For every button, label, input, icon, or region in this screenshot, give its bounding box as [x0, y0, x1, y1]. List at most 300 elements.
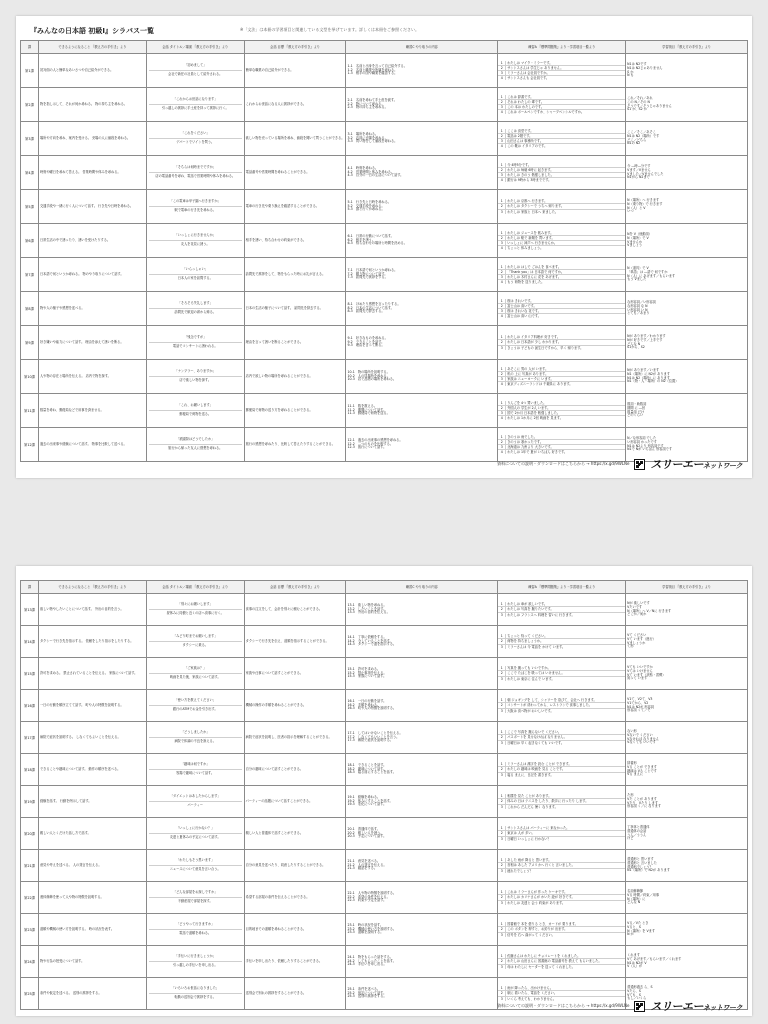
practice-a-sentence: わたしは ジュースを 飲みます。	[507, 230, 554, 235]
grammar-item: 名詞修飾節	[627, 888, 644, 893]
practice-c-line: 17-1 してはいけないことを伝える。	[347, 730, 403, 735]
practice-c-line: 24-1 物をもらった話をする。	[347, 954, 393, 959]
practice-a-number: 4	[498, 280, 506, 284]
practice-c-line: 9-1 好きなものを尋ねる。	[347, 335, 388, 340]
practice-c-line: 4-3 自分の一日の生活について話す。	[347, 173, 404, 178]
header-conversation-goal: 会話 目標 『教え方の手引き』より	[244, 41, 346, 54]
practice-a-number: 4	[498, 144, 506, 148]
practice-c-content	[346, 882, 498, 914]
practice-a-number: 2	[498, 639, 506, 643]
goal-text: できることや趣味について話す。 動作の順序を述べる。	[39, 766, 121, 771]
practice-a-number: 2	[498, 703, 506, 707]
practice-a-number: 3	[498, 869, 506, 873]
practice-c-content	[346, 850, 498, 882]
grammar-item: た形	[627, 792, 634, 797]
practice-a-number: 1	[498, 163, 506, 167]
practice-a-cell	[498, 594, 626, 626]
practice-c-line: 21-1 意見を述べる。	[347, 858, 381, 863]
conversation-scene: 郵便局で荷物を送る。	[179, 412, 212, 416]
practice-a-cell	[498, 190, 626, 224]
conversation-scene: 転勤の送別会で挨拶をする。	[174, 995, 216, 999]
practice-a-item	[498, 144, 625, 148]
practice-c-line: 24-2 してもらったことを話す。	[347, 958, 396, 963]
can-do-goal	[38, 428, 146, 462]
conversation-title: 「どんな部屋をお探しですか」	[149, 891, 242, 898]
grammar-items	[626, 690, 748, 722]
practice-a-sentence: 信号を 右へ 曲がって ください。	[507, 932, 555, 937]
practice-c-line: 1-2 名前と職業や所属を尋ねる。	[347, 67, 398, 72]
lesson-number: 第12課	[21, 428, 39, 462]
practice-c-line: 25-3 送別の挨拶をする。	[347, 994, 387, 999]
lesson-number: 第18課	[21, 754, 39, 786]
conversation-cell	[146, 914, 244, 946]
lesson-number: 第20課	[21, 818, 39, 850]
practice-c-content	[346, 978, 498, 1010]
conversation-scene: パーティー	[187, 803, 204, 807]
conversation-goal: 欲しい物を売っている場所を尋ね、値段を聞いて買うことができる。	[244, 122, 346, 156]
grammar-item: どんな N	[627, 341, 641, 346]
table-header-row	[21, 581, 748, 594]
conversation-scene: 昼休みに同僚と近くの店へ食事に行く。	[166, 611, 224, 615]
practice-a-cell	[498, 690, 626, 722]
practice-a-sentence: いくら 考えても、わかりません。	[507, 996, 557, 1001]
practice-a-number: 3	[498, 997, 506, 1001]
conversation-title: 「使い方を教えてください」	[149, 699, 242, 706]
practice-a-sentence: わたしは マイク・ミラーです。	[507, 60, 553, 65]
conversation-scene: ニュースについて意見を言い合う。	[169, 867, 221, 871]
practice-a-number: 3	[498, 805, 506, 809]
practice-a-cell	[498, 946, 626, 978]
grammar-item: Vる まえに	[627, 772, 644, 777]
conversation-scene: デパートでワインを買う。	[176, 140, 215, 144]
practice-c-content	[346, 428, 498, 462]
practice-c-line: 19-2 休みにすることを話す。	[347, 798, 393, 803]
conversation-goal: 自分の意見を述べたり、同意したりすることができる。	[244, 850, 346, 882]
practice-a-sentence: ここは 食堂です。	[507, 128, 534, 133]
practice-a-sentence: これから だんだん 暑く なります。	[507, 804, 558, 809]
grammar-items	[626, 224, 748, 258]
practice-c-content	[346, 394, 498, 428]
practice-a-item	[498, 933, 625, 937]
conversation-scene: 日本人の家を訪問する。	[177, 276, 213, 280]
grammar-item: Vる／Vた とき	[627, 920, 649, 925]
practice-a-sentence: この ボタンを 押すと、お釣りが 出ます。	[507, 927, 568, 932]
grammar-item: くれます	[627, 952, 640, 957]
grammar-item: 知って います	[627, 676, 648, 681]
grammar-item: V1て、V2て、V3	[627, 696, 653, 701]
practice-a-sentence: これは ミラーさんが 作った ケーキです。	[507, 890, 568, 895]
practice-a-cell	[498, 626, 626, 658]
practice-c-line: 22-3 約束や予定を話す。	[347, 898, 387, 903]
practice-a-number: 2	[498, 406, 506, 410]
grammar-item: 今 ―時―分です	[627, 163, 651, 168]
practice-c-line: 14-2 今していることを話す。	[347, 638, 393, 643]
practice-a-sentence: きのうは 寒かったです。	[507, 439, 544, 444]
can-do-goal	[38, 190, 146, 224]
practice-c-line: 12-3 旅行について話す。	[347, 445, 387, 450]
practice-c-line: 20-2 親しい人を誘う。	[347, 830, 384, 835]
practice-a-cell	[498, 292, 626, 326]
conversation-cell	[146, 54, 244, 88]
conversation-title: 「いろいろお世話になりました」	[149, 987, 242, 994]
practice-c-content	[346, 690, 498, 722]
table-row	[21, 786, 748, 818]
practice-a-cell	[498, 850, 626, 882]
grammar-item: うん／ううん	[627, 832, 647, 837]
practice-a-number: 3	[498, 901, 506, 905]
grammar-item: N も	[627, 73, 634, 78]
table-row	[21, 88, 748, 122]
goal-text: 物を指し示して、それが何か尋ねる。 物の持ち主を尋ねる。	[39, 101, 127, 106]
grammar-items	[626, 850, 748, 882]
practice-a-item	[498, 869, 625, 873]
grammar-item: Vましょうか	[627, 640, 646, 645]
grammar-item: Vる ことが できます	[627, 764, 657, 769]
practice-a-sentence: わたしは きのう 勉強しました。	[507, 173, 554, 177]
lesson-number: 第25課	[21, 978, 39, 1010]
practice-c-content	[346, 722, 498, 754]
grammar-item: N1は N2より 形容詞です	[627, 443, 664, 448]
practice-c-line: 8-1 ほめたり感想を言ったりする。	[347, 301, 401, 306]
conversation-cell	[146, 594, 244, 626]
conversation-title: 「初めまして」	[149, 64, 242, 71]
lesson-number: 第9課	[21, 326, 39, 360]
practice-c-content	[346, 786, 498, 818]
practice-a-number: 4	[498, 178, 506, 182]
conversation-goal: 手伝いを申し出たり、依頼したりすることができる。	[244, 946, 346, 978]
practice-a-sentence: わたしは はしで ごはんを 食べます。	[507, 264, 562, 269]
conversation-cell	[146, 258, 244, 292]
conversation-scene: 映画を見た後、家族について話す。	[169, 675, 221, 679]
practice-a-cell	[498, 88, 626, 122]
practice-a-number: 2	[498, 767, 506, 771]
conversation-scene: 駅で電車の行き先を尋ねる。	[174, 208, 216, 212]
conversation-title: 「そろそろ失礼します」	[149, 302, 242, 309]
practice-a-cell	[498, 54, 626, 88]
grammar-item: どのくらい	[627, 413, 644, 418]
practice-a-number: 2	[498, 927, 506, 931]
grammar-item: 形容詞 く／に なります	[627, 804, 662, 809]
table-row	[21, 122, 748, 156]
practice-a-sentence: ちょっと 待って ください。	[507, 634, 548, 639]
practice-c-line: 6-3 待ち合わせの場所と時間を決める。	[347, 241, 407, 246]
grammar-item: N が	[627, 932, 634, 937]
practice-a-number: 1	[498, 858, 506, 862]
practice-a-number: 4	[498, 314, 506, 318]
practice-c-line: 12-1 過去の出来事の感想を尋ねる。	[347, 437, 403, 442]
practice-a-sentence: わたしは 毎朝 6時に 起きます。	[507, 167, 554, 172]
goal-text: 許可を求める。 禁止されていることを伝える。 家族について話す。	[39, 670, 138, 675]
goal-text: 意見や考えを述べる。 人の発言を伝える。	[39, 862, 102, 867]
practice-c-line: 23-1 時の状況を話す。	[347, 922, 384, 927]
grammar-item: Vたいです	[627, 604, 643, 609]
practice-a-sentence: 桜は きれいな 花です。	[507, 309, 541, 313]
syllabus-page-1	[16, 16, 752, 478]
practice-a-cell	[498, 224, 626, 258]
practice-c-line: 15-3 家族について話す。	[347, 674, 387, 679]
goal-text: 物や人の様子や感想を述べる。	[39, 305, 85, 310]
table-row	[21, 754, 748, 786]
practice-a-number: 1	[498, 698, 506, 702]
conversation-cell	[146, 190, 244, 224]
practice-c-content	[346, 88, 498, 122]
practice-a-sentence: わたしは 東京に 住んで います。	[507, 676, 555, 681]
conversation-cell	[146, 224, 244, 258]
practice-c-line: 3-3 買い物をして値段を尋ねる。	[347, 139, 398, 144]
can-do-goal	[38, 54, 146, 88]
practice-a-sentence: あそこに 男の 人が います。	[507, 366, 549, 371]
practice-c-line: 22-2 希望の条件を伝える。	[347, 894, 390, 899]
practice-a-item	[498, 837, 625, 841]
practice-a-number: 1	[498, 922, 506, 926]
practice-a-number: 2	[498, 134, 506, 138]
practice-c-line: 2-2 物について尋ねる。	[347, 101, 385, 106]
grammar-item: 普通体の会話	[627, 828, 647, 833]
practice-a-cell	[498, 360, 626, 394]
conversation-cell	[146, 394, 244, 428]
conversation-title: 「残念ですが」	[149, 336, 242, 343]
grammar-item: N1は N2が 形容詞	[627, 704, 654, 709]
conversation-scene: 引っ越しの手伝いを申し出る。	[172, 963, 218, 967]
grammar-item: 普通形でしょう？	[627, 864, 653, 869]
conversation-scene: 病院で体調の不良を訴える。	[174, 739, 216, 743]
goal-text: 数量を尋ね、郵便局などで用事を済ませる。	[39, 407, 104, 412]
lesson-number: 第5課	[21, 190, 39, 224]
practice-c-line: 9-2 できることを話す。	[347, 339, 385, 344]
practice-a-number: 3	[498, 933, 506, 937]
download-note[interactable]: 資料についての説明・ダウンロードはこちらから → https://x.gd/9WLNe	[497, 1003, 630, 1008]
conversation-scene: 牧場で趣味について話す。	[176, 771, 215, 775]
conversation-title: 「そちらは何時までですか」	[149, 166, 242, 173]
practice-a-number: 3	[498, 241, 506, 245]
practice-a-sentence: わたしは 山田さんに 図書館の 電話番号を 教えて もらいました。	[507, 959, 602, 964]
practice-a-number: 1	[498, 231, 506, 235]
header-conversation-goal: 会話 目標 『教え方の手引き』より	[244, 581, 346, 594]
practice-a-number: 3	[498, 677, 506, 681]
practice-c-line: 7-3 訪問先で挨拶をする。	[347, 275, 388, 280]
practice-a-number: 2	[498, 372, 506, 376]
practice-a-sentence: わたしは 写真を 撮りたいです。	[507, 607, 554, 612]
grammar-item: N（人）に あげます／もらいます	[627, 273, 676, 278]
conversation-goal: タクシーで行き先を伝え、道順を指示することができる。	[244, 626, 346, 658]
practice-c-line: 16-1 一日の行動を話す。	[347, 698, 387, 703]
conversation-cell	[146, 88, 244, 122]
practice-a-sentence: 荷物を 持ちましょうか。	[507, 639, 544, 644]
conversation-cell	[146, 978, 244, 1010]
goal-text: 連体修飾を使って人や物の特徴を説明する。	[39, 894, 104, 899]
goal-text: 好き嫌いや能力について話す。 理由を添えて誘いを断る。	[39, 339, 124, 344]
grammar-items	[626, 626, 748, 658]
grammar-item: 「単語」は ―語で 何ですか	[627, 269, 668, 274]
lesson-number: 第13課	[21, 594, 39, 626]
grammar-item: Nが あります／います	[627, 367, 660, 372]
practice-c-line: 6-1 日常の行動について話す。	[347, 233, 394, 238]
conversation-goal: 家族や仕事について話すことができる。	[244, 658, 346, 690]
practice-a-sentence: 朝 ジョギングを して、シャワーを 浴びて、会社へ 行きます。	[507, 698, 597, 703]
header-grammar: 学習項目 『教え方の手引き』より	[626, 41, 748, 54]
lesson-number: 第8課	[21, 292, 39, 326]
practice-a-sentence: ここで 写真を 撮らないで ください。	[507, 730, 562, 735]
grammar-items	[626, 658, 748, 690]
practice-a-sentence: もう 荷物を 送りました。	[507, 280, 545, 285]
conversation-goal: 訪問先で挨拶をして、物をもらった時にお礼が言える。	[244, 258, 346, 292]
grammar-item: N1の N2	[627, 141, 641, 146]
conversation-goal: これからお世話になる人に挨拶ができる。	[244, 88, 346, 122]
grammar-item: とても／あまり	[627, 311, 650, 316]
grammar-item: N（場所）へ 行きます	[627, 197, 660, 202]
practice-a-sentence: 今 4時5分です。	[507, 162, 532, 167]
practice-a-number: 3	[498, 139, 506, 143]
header-conversation: 会話 タイトル／場面 『教え方の手引き』より	[146, 41, 244, 54]
grammar-item: N1は N2じゃありません	[627, 65, 663, 70]
conversation-scene: 銀行のATMでお金を引き出す。	[172, 707, 218, 711]
practice-a-sentence: ミラーさんは 漢字を 読む ことが できます。	[507, 762, 572, 767]
practice-c-line: 23-2 機械の使い方を説明する。	[347, 926, 397, 931]
conversation-cell	[146, 626, 244, 658]
practice-a-number: 1	[498, 730, 506, 734]
download-note[interactable]: 資料についての説明・ダウンロードはこちらから → https://x.gd/9WLNe	[497, 461, 630, 466]
lesson-number: 第2課	[21, 88, 39, 122]
practice-a-number: 2	[498, 340, 506, 344]
goal-text: 過去の出来事や経験について話す。 物事を比較して述べる。	[39, 441, 127, 446]
practice-a-number: 2	[498, 895, 506, 899]
grammar-item: い形容詞 い N	[627, 307, 648, 312]
grammar-item: な形容詞／い形容詞	[627, 299, 656, 304]
practice-c-content	[346, 326, 498, 360]
conversation-scene: 友達と夏休みの予定について話す。	[169, 835, 221, 839]
can-do-goal	[38, 292, 146, 326]
practice-a-sentence: わたしは 京都へ 行きます。	[507, 199, 548, 204]
practice-a-number: 2	[498, 100, 506, 104]
conversation-goal: 旅行の感想を尋ねたり、比較して答えたりすることができる。	[244, 428, 346, 462]
practice-c-content	[346, 190, 498, 224]
practice-a-number: 2	[498, 959, 506, 963]
practice-c-content	[346, 914, 498, 946]
practice-c-line: 11-2 期間について話す。	[347, 407, 387, 412]
practice-c-line: 13-1 欲しい物を尋ねる。	[347, 602, 387, 607]
grammar-item: Vます／Vません	[627, 167, 651, 172]
conversation-cell	[146, 946, 244, 978]
practice-a-sentence: ここで たばこを 吸っては いけません。	[507, 671, 565, 676]
practice-a-item	[498, 965, 625, 969]
practice-a-sentence: 疲れたでしょう？	[507, 868, 533, 873]
goal-text: 条件や仮定を述べる。 送別の挨拶をする。	[39, 990, 102, 995]
grammar-item: 期間 に ―回	[627, 405, 646, 410]
practice-a-sentence: 国で 2か月 日本語を 勉強しました。	[507, 411, 561, 415]
header-practice-a: 練習A 『標準問題集』より・学習項目一覧より	[498, 41, 626, 54]
practice-a-sentence: わたしは フランスへ 料理を 習いに 行きます。	[507, 612, 575, 617]
conversation-goal: 食事の注文をして、会計を別々に頼むことができる。	[244, 594, 346, 626]
practice-a-sentence: 外国人の 学生が 2人 います。	[507, 405, 551, 410]
practice-c-line: 2-1 名前を尋ねて手土産を渡す。	[347, 97, 397, 102]
qr-code-icon[interactable]	[634, 459, 645, 470]
conversation-scene: 友人を花見に誘う。	[180, 242, 210, 246]
practice-a-number: 2	[498, 204, 506, 208]
practice-c-content	[346, 292, 498, 326]
goal-text: 一日の行動を順序立てて話す。 町や人の特徴を説明する。	[39, 702, 124, 707]
conversation-cell	[146, 122, 244, 156]
practice-a-sentence: 雨が 降ったら、出かけません。	[507, 986, 554, 991]
practice-c-content	[346, 626, 498, 658]
lesson-number: 第19課	[21, 786, 39, 818]
conversation-goal: 電車の行き先や乗り換えを確認することができる。	[244, 190, 346, 224]
conversation-scene: 旅行から帰った友人に感想を尋ねる。	[168, 446, 223, 450]
practice-c-line: 3-2 店員に売場を尋ねる。	[347, 135, 388, 140]
qr-code-icon[interactable]	[634, 1001, 645, 1012]
practice-c-line: 2-3 物の持ち主を尋ねる。	[347, 105, 388, 110]
can-do-goal	[38, 722, 146, 754]
can-do-goal	[38, 394, 146, 428]
grammar-item: Vたら、S	[627, 988, 641, 993]
practice-c-line: 25-1 条件を述べる。	[347, 986, 381, 991]
grammar-item: 普通形と 思います	[627, 856, 654, 861]
practice-a-sentence: サントスさんは 学生じゃ ありません。	[507, 65, 564, 70]
grammar-items	[626, 292, 748, 326]
practice-a-number: 2	[498, 440, 506, 444]
lesson-number: 第14課	[21, 626, 39, 658]
goal-text: 場所や方向を尋ね、案内を受ける。 売場の人に値段を尋ねる。	[39, 135, 131, 140]
conversation-title: 「ナンプラー、ありますか」	[149, 370, 242, 377]
goal-text: 物や行為の授受について話す。	[39, 958, 85, 963]
grammar-item: N（場所）を Vます	[627, 928, 656, 933]
conversation-cell	[146, 850, 244, 882]
grammar-item: N（乗り物）で 行きます	[627, 201, 663, 206]
can-do-goal	[38, 946, 146, 978]
grammar-item: て形	[627, 644, 634, 649]
grammar-item: どこか／何か	[627, 612, 647, 617]
practice-a-number: 1	[498, 634, 506, 638]
conversation-goal: 相手を誘い、待ち合わせの約束ができる。	[244, 224, 346, 258]
conversation-title: 「どうやって行きますか」	[149, 923, 242, 930]
practice-a-number: 2	[498, 607, 506, 611]
grammar-item: Vる 時間／約束／用事	[627, 892, 660, 897]
grammar-item: Nが 欲しいです	[627, 600, 650, 605]
practice-c-line: 18-2 趣味について話す。	[347, 766, 387, 771]
practice-a-sentence: 桜は きれいです。	[507, 298, 534, 303]
grammar-item: けど	[627, 836, 634, 841]
practice-a-number: 1	[498, 826, 506, 830]
grammar-item: な形容詞 な N	[627, 303, 648, 308]
practice-c-line: 25-2 仮定について話す。	[347, 990, 387, 995]
lesson-number: 第7課	[21, 258, 39, 292]
practice-a-number: 1	[498, 762, 506, 766]
practice-a-cell	[498, 394, 626, 428]
lesson-number: 第1課	[21, 54, 39, 88]
practice-c-line: 10-3 店で品物の場所を尋ねる。	[347, 377, 397, 382]
goal-text: 病院で症状を説明する。 しなくてもよいことを伝える。	[39, 734, 121, 739]
practice-a-item	[498, 677, 625, 681]
grammar-items	[626, 594, 748, 626]
practice-c-line: 23-3 道順を説明する。	[347, 930, 384, 935]
grammar-item: N（人）と V	[627, 205, 646, 210]
practice-c-line: 24-3 手伝いを申し出る。	[347, 962, 387, 967]
grammar-item: Vて あげます／もらいます／くれます	[627, 956, 682, 961]
table-row	[21, 258, 748, 292]
goal-text: 初対面の人と簡単なあいさつや自己紹介ができる。	[39, 67, 114, 72]
grammar-item: N1（物・人・場所）の N2（位置）	[627, 379, 679, 384]
practice-a-item	[498, 805, 625, 809]
conversation-goal: 簡単な職業の自己紹介ができる。	[244, 54, 346, 88]
grammar-items	[626, 326, 748, 360]
syllabus-page-2	[16, 566, 752, 1016]
practice-a-number: 2	[498, 863, 506, 867]
publisher-logo: スリーエーネットワーク	[650, 458, 742, 471]
practice-c-line: 16-2 手順を尋ねる。	[347, 702, 381, 707]
practice-a-sentence: 駅に 着いたら、電話を ください。	[507, 991, 558, 996]
practice-a-sentence: 日曜日 いっしょに 行かない？	[507, 836, 551, 841]
goal-text: 交通手段や一緒に行く人について話す。 行き先や日時を尋ねる。	[39, 203, 134, 208]
can-do-goal	[38, 850, 146, 882]
